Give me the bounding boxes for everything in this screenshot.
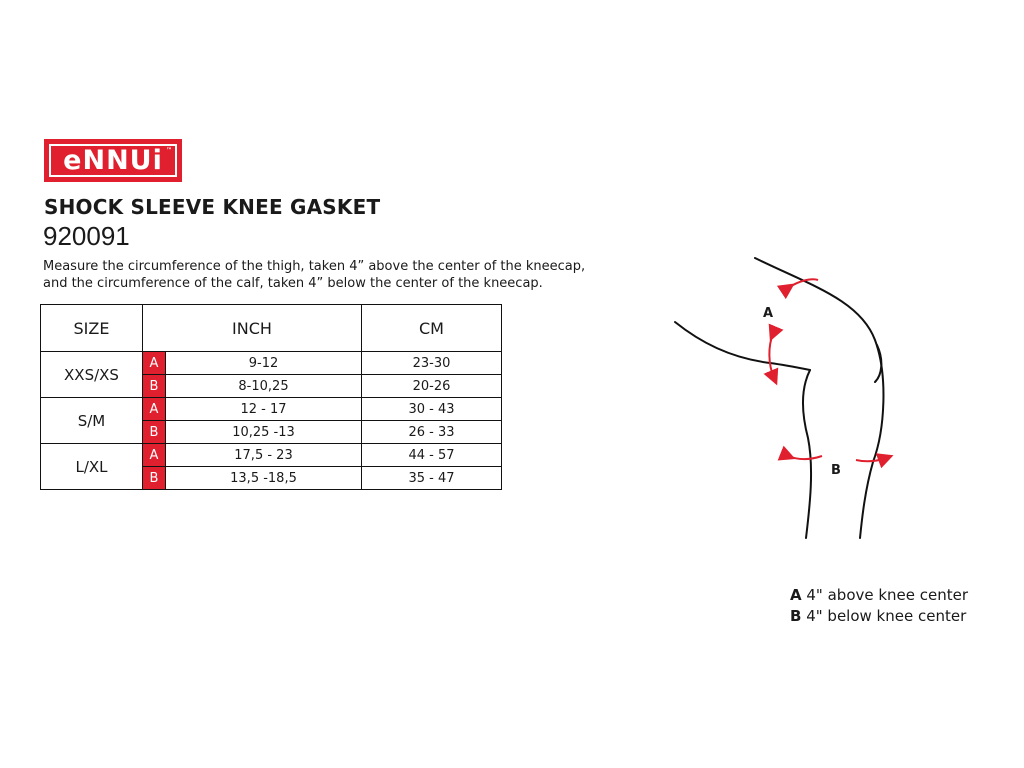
table-row: [41, 352, 502, 375]
measure-b-label: B: [143, 375, 166, 398]
cm-value: 30 - 43: [362, 398, 502, 421]
inch-value: 8-10,25: [166, 375, 362, 398]
measure-b-label: B: [143, 467, 166, 490]
arrow-a-left-icon: [769, 334, 774, 378]
arrow-b-left-icon: [788, 456, 822, 459]
legend-item-a: [790, 585, 968, 606]
product-code: 920091: [43, 221, 130, 251]
legend-key-b: B: [790, 607, 802, 625]
knee-diagram: [660, 250, 900, 550]
cm-value: 26 - 33: [362, 421, 502, 444]
legend-text-a: 4" above knee center: [806, 586, 969, 604]
header-cm: CM: [362, 305, 502, 352]
measure-a-label: A: [143, 398, 166, 421]
inch-value: 13,5 -18,5: [166, 467, 362, 490]
size-label: L/XL: [41, 444, 143, 490]
diagram-label-b: B: [831, 463, 841, 478]
inch-value: 10,25 -13: [166, 421, 362, 444]
header-size: SIZE: [41, 305, 143, 352]
size-label: S/M: [41, 398, 143, 444]
size-label: XXS/XS: [41, 352, 143, 398]
diagram-label-a: A: [763, 306, 774, 321]
cm-value: 35 - 47: [362, 467, 502, 490]
description-line-2: and the circumference of the calf, taken 4” below the center of the kneecap.: [43, 276, 543, 291]
legend-text-b: 4" below knee center: [806, 607, 967, 625]
brand-logo-text: eNNUi: [63, 145, 163, 176]
cm-value: 23-30: [362, 352, 502, 375]
product-title: SHOCK SLEEVE KNEE GASKET: [44, 195, 381, 219]
description-line-1: Measure the circumference of the thigh, taken 4” above the center of the kneecap,: [43, 259, 586, 274]
arrow-b-right-icon: [856, 458, 886, 461]
knee-crease-line: [875, 345, 881, 382]
legend-key-a: A: [790, 586, 802, 604]
legend-item-b: [790, 606, 968, 627]
brand-trademark: ™: [166, 147, 172, 154]
cm-value: 44 - 57: [362, 444, 502, 467]
measurement-description: [43, 258, 603, 292]
thigh-bottom-outline: [675, 322, 810, 370]
thigh-top-outline: [755, 258, 883, 538]
cm-value: 20-26: [362, 375, 502, 398]
measure-a-label: A: [143, 444, 166, 467]
table-header-row: [41, 305, 502, 352]
size-chart-table: [40, 304, 502, 490]
table-row: [41, 444, 502, 467]
inch-value: 17,5 - 23: [166, 444, 362, 467]
inch-value: 9-12: [166, 352, 362, 375]
brand-logo: [44, 139, 182, 182]
measurement-legend: [790, 585, 968, 627]
inch-value: 12 - 17: [166, 398, 362, 421]
table-row: [41, 398, 502, 421]
brand-logo-frame: [49, 144, 177, 177]
measure-a-label: A: [143, 352, 166, 375]
calf-front-outline: [803, 370, 811, 538]
measure-b-label: B: [143, 421, 166, 444]
header-inch: INCH: [143, 305, 362, 352]
